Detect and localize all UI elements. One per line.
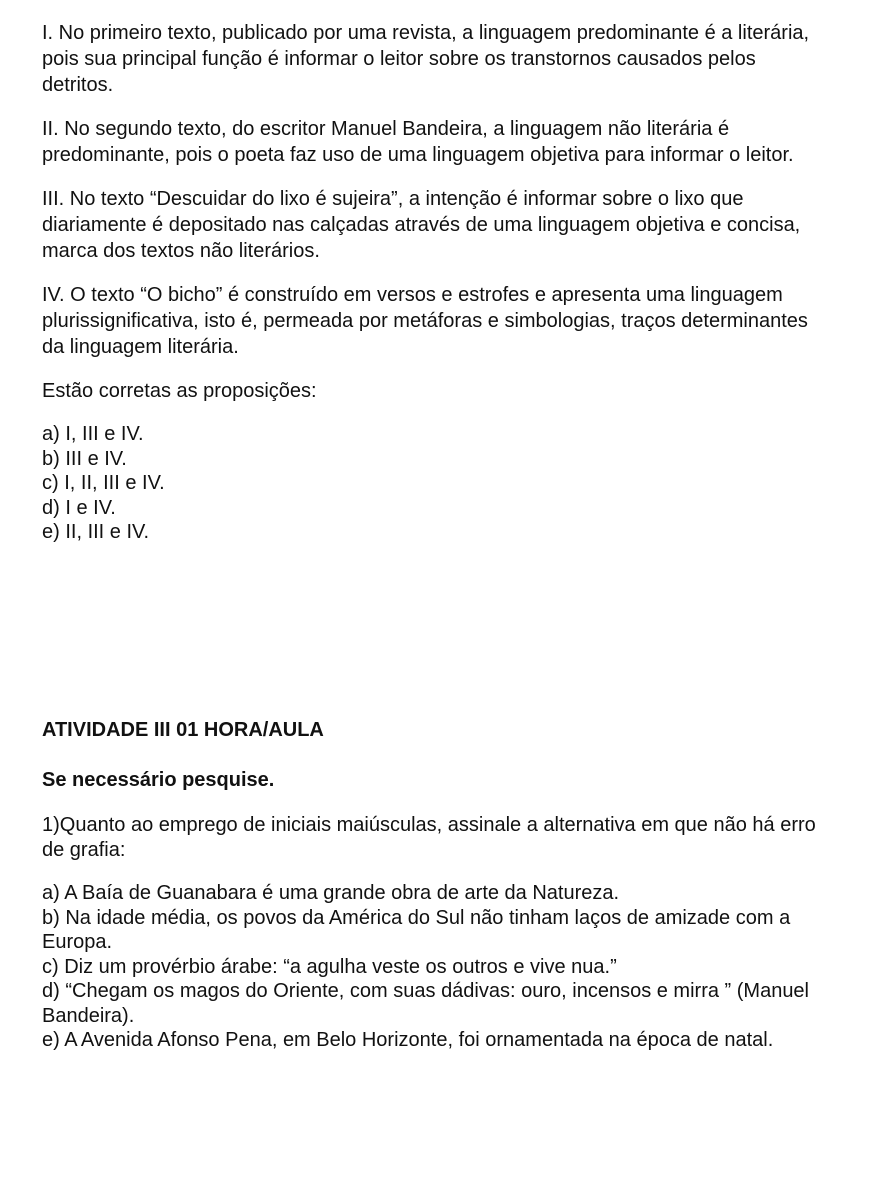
proposition-3: III. No texto “Descuidar do lixo é sujeira”, a intenção é informar sobre o lixo que diariamente é depositado nas calçadas através de uma linguagem objetiva e concisa, marca dos textos não literários. bbox=[42, 188, 801, 262]
q1-option-d: d) “Chegam os magos do Oriente, com suas dádivas: ouro, incensos e mirra ” (Manuel Bandeira). bbox=[42, 980, 810, 1027]
proposition-2: II. No segundo texto, do escritor Manuel Bandeira, a linguagem não literária é predominante, pois o poeta faz uso de uma linguagem objetiva para informar o leitor. bbox=[42, 118, 794, 166]
q1-option-a: a) A Baía de Guanabara é uma grande obra de arte da Natureza. bbox=[42, 882, 620, 904]
option-e: e) II, III e IV. bbox=[42, 521, 150, 543]
option-a: a) I, III e IV. bbox=[42, 423, 144, 445]
q1-option-c: c) Diz um provérbio árabe: “a agulha veste os outros e vive nua.” bbox=[42, 955, 617, 978]
q1-option-b: b) Na idade média, os povos da América do Sul não tinham laços de amizade com a Europa. bbox=[42, 906, 791, 953]
option-b: b) III e IV. bbox=[42, 447, 127, 470]
answer-options bbox=[42, 422, 832, 545]
proposition-4: IV. O texto “O bicho” é construído em versos e estrofes e apresenta uma linguagem plurissignificativa, isto é, permeada por metáforas e simbologias, traços determinantes da linguagem literária. bbox=[42, 284, 808, 358]
activity-section bbox=[42, 768, 832, 1053]
question-1-options bbox=[42, 881, 832, 1053]
research-note: Se necessário pesquise. bbox=[42, 769, 275, 791]
q1-option-e: e) A Avenida Afonso Pena, em Belo Horizonte, foi ornamentada na época de natal. bbox=[42, 1029, 774, 1051]
question-1: 1)Quanto ao emprego de iniciais maiúsculas, assinale a alternativa em que não há erro de grafia: bbox=[42, 814, 816, 861]
option-c: c) I, II, III e IV. bbox=[42, 472, 165, 494]
question-prompt: Estão corretas as proposições: bbox=[42, 380, 317, 402]
document-page bbox=[42, 20, 832, 545]
option-d: d) I e IV. bbox=[42, 496, 116, 519]
activity-title: ATIVIDADE III 01 HORA/AULA bbox=[42, 719, 324, 741]
proposition-1: I. No primeiro texto, publicado por uma revista, a linguagem predominante é a literária, pois sua principal função é informar o leitor sobre os transtornos causados pelos detritos. bbox=[42, 22, 810, 96]
